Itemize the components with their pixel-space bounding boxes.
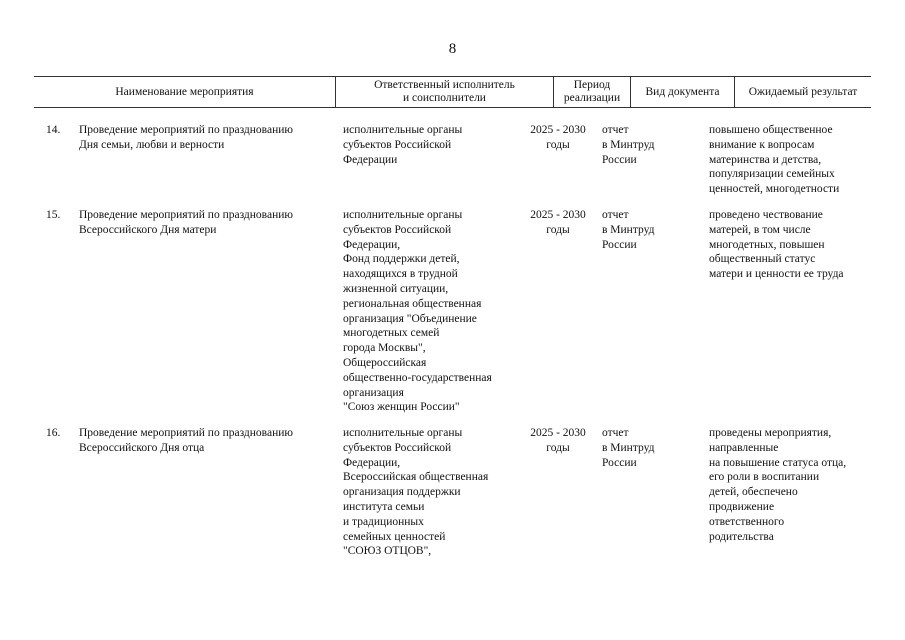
row-name: Проведение мероприятий по празднованию Дня семьи, любви и верности <box>79 124 293 151</box>
header-name <box>34 77 336 107</box>
row-result: проведены мероприятия, направленные на повышение статуса отца, его роли в воспитании детей, обеспечено продвижение ответственного родительства <box>709 427 847 543</box>
row-period: 2025 - 2030 годы <box>530 124 586 151</box>
header-period-line-2: реализации <box>563 92 621 104</box>
row-number: 14. <box>46 124 61 136</box>
row-number: 16. <box>46 427 61 439</box>
header-result-line: Ожидаемый результат <box>748 85 858 98</box>
page-number: 8 <box>448 41 457 57</box>
row-document: отчет в Минтруд России <box>602 427 655 469</box>
row-document: отчет в Минтруд России <box>602 209 655 251</box>
header-period <box>554 77 631 107</box>
header-result <box>735 77 871 107</box>
row-result: проведено чествование матерей, в том числе многодетных, повышен общественный статус матери и ценности ее труда <box>709 209 844 281</box>
row-result: повышено общественное внимание к вопросам материнства и детства, популяризации семейных ценностей, многодетности <box>709 124 840 196</box>
header-document <box>631 77 735 107</box>
table-header <box>34 76 871 108</box>
row-responsible: исполнительные органы субъектов Российской Федерации <box>343 124 463 166</box>
row-document: отчет в Минтруд России <box>602 124 655 166</box>
header-responsible <box>336 77 554 107</box>
header-name-line: Наименование мероприятия <box>115 85 254 98</box>
header-document-line: Вид документа <box>645 85 720 98</box>
row-number: 15. <box>46 209 61 221</box>
row-name: Проведение мероприятий по празднованию Всероссийского Дня отца <box>79 427 293 454</box>
row-responsible: исполнительные органы субъектов Российской Федерации, Фонд поддержки детей, находящихся в трудной жизненной ситуации, региональная общественная организация "Объединение многодетных семей города Москвы", Общероссийская общественно-государственная организация "Союз женщин России" <box>343 209 492 414</box>
header-period-line-1: Период <box>573 79 611 91</box>
header-responsible-line-2: и соисполнители <box>403 92 486 104</box>
row-responsible: исполнительные органы субъектов Российской Федерации, Всероссийская общественная организация поддержки института семьи и традиционных семейных ценностей "СОЮЗ ОТЦОВ", <box>343 427 489 558</box>
row-period: 2025 - 2030 годы <box>530 427 586 454</box>
header-responsible-line-1: Ответственный исполнитель <box>374 79 515 91</box>
row-period: 2025 - 2030 годы <box>530 209 586 236</box>
row-name: Проведение мероприятий по празднованию Всероссийского Дня матери <box>79 209 293 236</box>
